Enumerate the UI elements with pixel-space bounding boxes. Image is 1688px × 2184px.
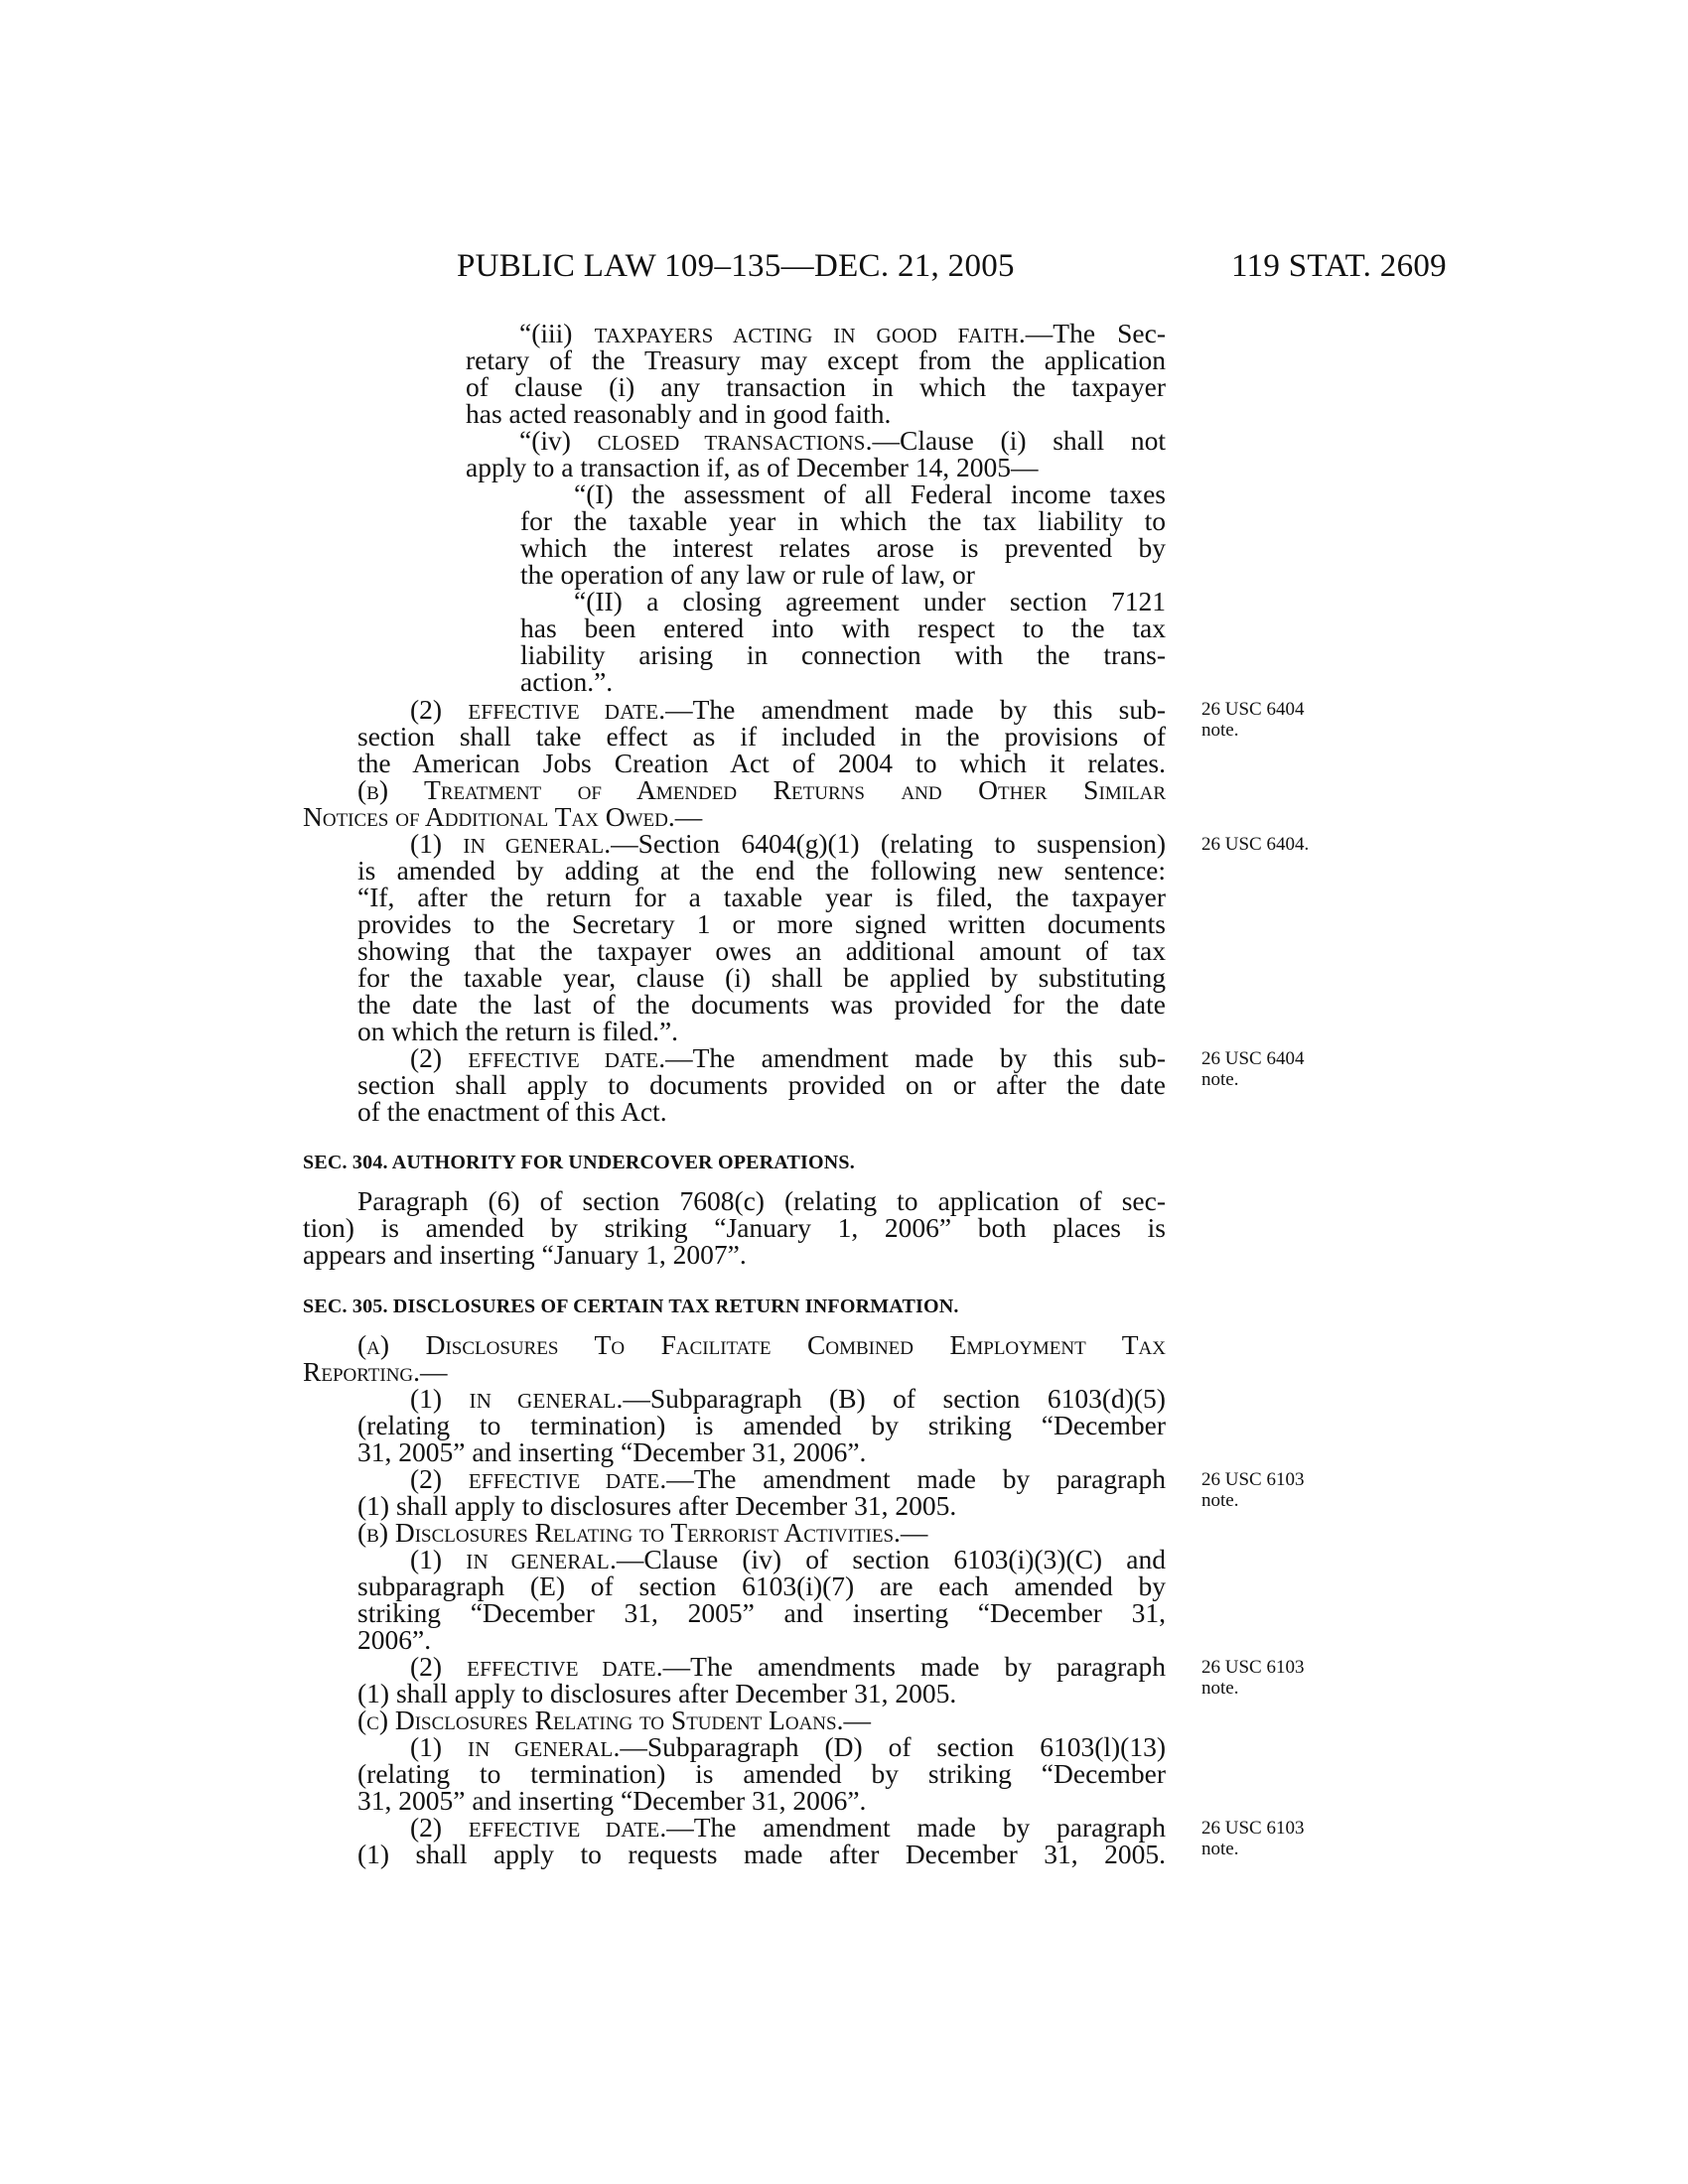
margin-note: 26 USC 6404 note. (1201, 1048, 1305, 1090)
subclause-II-line: “(II) a closing agreement under section 7121 (574, 586, 1166, 616)
margin-note: 26 USC 6103 note. (1201, 1469, 1305, 1511)
text-line: action.”. (520, 666, 614, 697)
text-line: for the taxable year in which the tax liability to (520, 505, 1166, 536)
para-2-line: (2) EFFECTIVE DATE.—The amendment made by this sub- (410, 694, 1167, 725)
text-line: which the interest relates arose is prevented by (520, 532, 1166, 563)
text-line: striking “December 31, 2005” and inserting “December 31, (357, 1597, 1166, 1628)
text-line: section shall take effect as if included in the provisions of (357, 721, 1166, 751)
text-line: (1) shall apply to disclosures after December 31, 2005. (357, 1678, 957, 1708)
section-305-heading: SEC. 305. DISCLOSURES OF CERTAIN TAX RETURN INFORMATION. (303, 1296, 959, 1317)
clause-iv-line: “(iv) CLOSED TRANSACTIONS.—Clause (i) shall not (519, 425, 1166, 456)
text-line: the date the last of the documents was provided for the date (357, 989, 1166, 1020)
subsection-b-heading: (b) Treatment of Amended Returns and Other Similar (357, 774, 1166, 805)
running-header-right: 119 STAT. 2609 (1231, 248, 1447, 284)
text-line: retary of the Treasury may except from the application (466, 344, 1166, 375)
text-line: appears and inserting “January 1, 2007”. (303, 1239, 747, 1270)
text-line: has acted reasonably and in good faith. (466, 398, 892, 429)
text-line: on which the return is filed.”. (357, 1016, 679, 1046)
section-304-heading: SEC. 304. AUTHORITY FOR UNDERCOVER OPERATIONS. (303, 1152, 855, 1173)
text-line: the operation of any law or rule of law, or (520, 559, 975, 590)
text-line: liability arising in connection with the trans- (520, 639, 1166, 670)
text-line: Paragraph (6) of section 7608(c) (relating to application of sec- (357, 1185, 1166, 1216)
margin-note: 26 USC 6404. (1201, 834, 1310, 855)
text-line: has been entered into with respect to the tax (520, 613, 1166, 643)
subsection-b-heading: (b) Disclosures Relating to Terrorist Activities.— (357, 1517, 928, 1548)
text-line: (relating to termination) is amended by striking “December (357, 1758, 1166, 1789)
text-line: the American Jobs Creation Act of 2004 to which it relates. (357, 748, 1166, 778)
para-2-line: (2) EFFECTIVE DATE.—The amendments made by paragraph (410, 1651, 1166, 1682)
para-1-line: (1) IN GENERAL.—Section 6404(g)(1) (relating to suspension) (410, 828, 1166, 859)
text-line: “If, after the return for a taxable year is filed, the taxpayer (357, 882, 1166, 912)
para-1-line: (1) IN GENERAL.—Subparagraph (D) of section 6103(l)(13) (410, 1731, 1166, 1762)
margin-note: 26 USC 6404 note. (1201, 699, 1305, 741)
text-line: of clause (i) any transaction in which the taxpayer (466, 371, 1166, 402)
subsection-a-heading-cont: Reporting.— (303, 1356, 448, 1387)
text-line: 2006”. (357, 1624, 432, 1655)
subsection-a-heading: (a) Disclosures To Facilitate Combined Employment Tax (357, 1329, 1166, 1360)
subclause-I-line: “(I) the assessment of all Federal income taxes (574, 478, 1166, 509)
running-header-left: PUBLIC LAW 109–135—DEC. 21, 2005 (457, 248, 1015, 284)
margin-note: 26 USC 6103 note. (1201, 1818, 1305, 1859)
margin-note: 26 USC 6103 note. (1201, 1657, 1305, 1699)
text-line: is amended by adding at the end the following new sentence: (357, 855, 1166, 886)
para-2-line: (2) EFFECTIVE DATE.—The amendment made by this sub- (410, 1042, 1167, 1073)
clause-iii-line: “(iii) TAXPAYERS ACTING IN GOOD FAITH.—The Sec- (519, 318, 1167, 348)
text-line: 31, 2005” and inserting “December 31, 2006”. (357, 1785, 867, 1816)
subsection-c-heading: (c) Disclosures Relating to Student Loans.— (357, 1705, 871, 1735)
text-line: subparagraph (E) of section 6103(i)(7) are each amended by (357, 1570, 1166, 1601)
text-line: (1) shall apply to disclosures after December 31, 2005. (357, 1490, 957, 1521)
text-line: showing that the taxpayer owes an additional amount of tax (357, 935, 1166, 966)
text-line: of the enactment of this Act. (357, 1096, 667, 1127)
text-line: for the taxable year, clause (i) shall be applied by substituting (357, 962, 1166, 993)
text-line: section shall apply to documents provided on or after the date (357, 1069, 1166, 1100)
para-1-line: (1) IN GENERAL.—Subparagraph (B) of section 6103(d)(5) (410, 1383, 1166, 1414)
para-1-line: (1) IN GENERAL.—Clause (iv) of section 6103(i)(3)(C) and (410, 1544, 1166, 1574)
subsection-b-heading-cont: Notices of Additional Tax Owed.— (303, 801, 703, 832)
text-line: apply to a transaction if, as of December 14, 2005— (466, 452, 1039, 482)
text-line: provides to the Secretary 1 or more signed written documents (357, 908, 1166, 939)
text-line: 31, 2005” and inserting “December 31, 2006”. (357, 1436, 867, 1467)
para-2-line: (2) EFFECTIVE DATE.—The amendment made by paragraph (410, 1812, 1166, 1843)
text-line: tion) is amended by striking “January 1, 2006” both places is (303, 1212, 1166, 1243)
para-2-line: (2) EFFECTIVE DATE.—The amendment made by paragraph (410, 1463, 1166, 1494)
text-line: (1) shall apply to requests made after December 31, 2005. (357, 1839, 1166, 1869)
text-line: (relating to termination) is amended by striking “December (357, 1410, 1166, 1440)
